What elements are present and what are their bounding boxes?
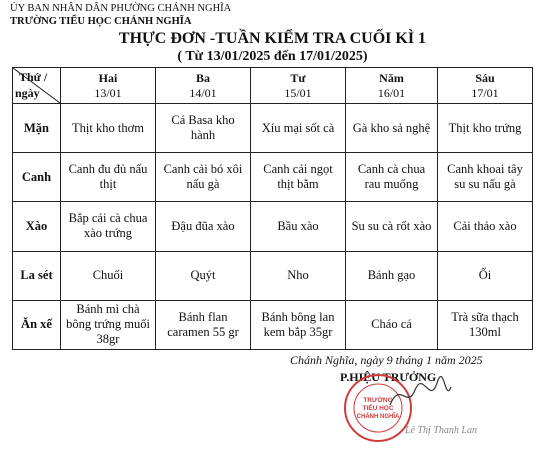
menu-cell: Cải thảo xào bbox=[438, 202, 533, 251]
day-name: Tư bbox=[290, 70, 306, 85]
day-header bbox=[346, 68, 438, 104]
org-line2: TRƯỜNG TIỂU HỌC CHÁNH NGHĨA bbox=[10, 16, 192, 27]
menu-cell: Canh khoai tây su su nấu gà bbox=[438, 153, 533, 202]
menu-cell: Su su cà rốt xào bbox=[346, 202, 438, 251]
document-subtitle: ( Từ 13/01/2025 đến 17/01/2025) bbox=[177, 49, 368, 64]
menu-cell: Thịt kho thơm bbox=[61, 104, 156, 153]
menu-cell: Bánh flan caramen 55 gr bbox=[156, 300, 251, 349]
day-header bbox=[61, 68, 156, 104]
menu-cell: Quýt bbox=[156, 251, 251, 300]
day-header bbox=[251, 68, 346, 104]
corner-top-label: Thứ / bbox=[19, 70, 48, 84]
corner-bottom-label: ngày bbox=[15, 86, 40, 100]
menu-cell: Nho bbox=[251, 251, 346, 300]
menu-cell: Bầu xào bbox=[251, 202, 346, 251]
menu-cell: Gà kho sả nghệ bbox=[346, 104, 438, 153]
day-name: Ba bbox=[195, 70, 210, 85]
menu-cell: Ổi bbox=[438, 251, 533, 300]
row-label: Ăn xế bbox=[13, 300, 61, 349]
day-name: Sáu bbox=[475, 70, 495, 85]
table-row bbox=[13, 153, 533, 202]
menu-cell: Xíu mại sốt cà bbox=[251, 104, 346, 153]
day-name: Năm bbox=[379, 70, 404, 85]
menu-cell: Bánh mì chà bông trứng muối 38gr bbox=[61, 300, 156, 349]
footer-date-line: Chánh Nghĩa, ngày 9 tháng 1 năm 2025 bbox=[290, 353, 483, 367]
table-header-row bbox=[13, 68, 533, 104]
menu-cell: Bánh bông lan kem bắp 35gr bbox=[251, 300, 346, 349]
day-name: Hai bbox=[98, 70, 118, 85]
menu-cell: Canh cà chua rau muống bbox=[346, 153, 438, 202]
stamp-text-mid: TIỂU HỌC bbox=[362, 405, 394, 412]
day-date: 13/01 bbox=[94, 85, 122, 100]
stamp-text-bottom: CHÁNH NGHĨA bbox=[356, 414, 400, 420]
table-row bbox=[13, 251, 533, 300]
table-row bbox=[13, 104, 533, 153]
menu-cell: Canh cải ngọt thịt bằm bbox=[251, 153, 346, 202]
footer-role: P.HIỆU TRƯỞNG bbox=[340, 370, 437, 384]
menu-cell: Canh cải bó xôi nấu gà bbox=[156, 153, 251, 202]
menu-cell: Bánh gạo bbox=[346, 251, 438, 300]
corner-cell bbox=[13, 68, 61, 104]
menu-cell: Thịt kho trứng bbox=[438, 104, 533, 153]
signature-mark bbox=[385, 375, 455, 415]
row-label: La sét bbox=[13, 251, 61, 300]
header-org bbox=[10, 2, 260, 28]
day-header bbox=[156, 68, 251, 104]
row-label: Xào bbox=[13, 202, 61, 251]
menu-cell: Đậu đũa xào bbox=[156, 202, 251, 251]
menu-cell: Chuối bbox=[61, 251, 156, 300]
menu-cell: Cháo cá bbox=[346, 300, 438, 349]
table-row bbox=[13, 300, 533, 349]
day-date: 15/01 bbox=[284, 85, 312, 100]
menu-cell: Trà sữa thạch 130ml bbox=[438, 300, 533, 349]
table-row bbox=[13, 202, 533, 251]
menu-cell: Bắp cải cà chua xào trứng bbox=[61, 202, 156, 251]
day-date: 14/01 bbox=[189, 85, 217, 100]
org-line1: ỦY BAN NHÂN DÂN PHƯỜNG CHÁNH NGHĨA bbox=[10, 3, 232, 14]
day-date: 17/01 bbox=[471, 85, 499, 100]
row-label: Mặn bbox=[13, 104, 61, 153]
document-title: THỰC ĐƠN -TUẦN KIỂM TRA CUỐI KÌ 1 bbox=[118, 30, 427, 47]
day-date: 16/01 bbox=[377, 85, 406, 100]
signer-name: Lê Thị Thanh Lan bbox=[405, 425, 477, 436]
menu-table bbox=[12, 67, 533, 350]
stamp-text-top: TRƯỜNG bbox=[363, 397, 393, 404]
menu-cell: Canh đu đủ nấu thịt bbox=[61, 153, 156, 202]
row-label: Canh bbox=[13, 153, 61, 202]
menu-cell: Cá Basa kho hành bbox=[156, 104, 251, 153]
day-header bbox=[438, 68, 533, 104]
